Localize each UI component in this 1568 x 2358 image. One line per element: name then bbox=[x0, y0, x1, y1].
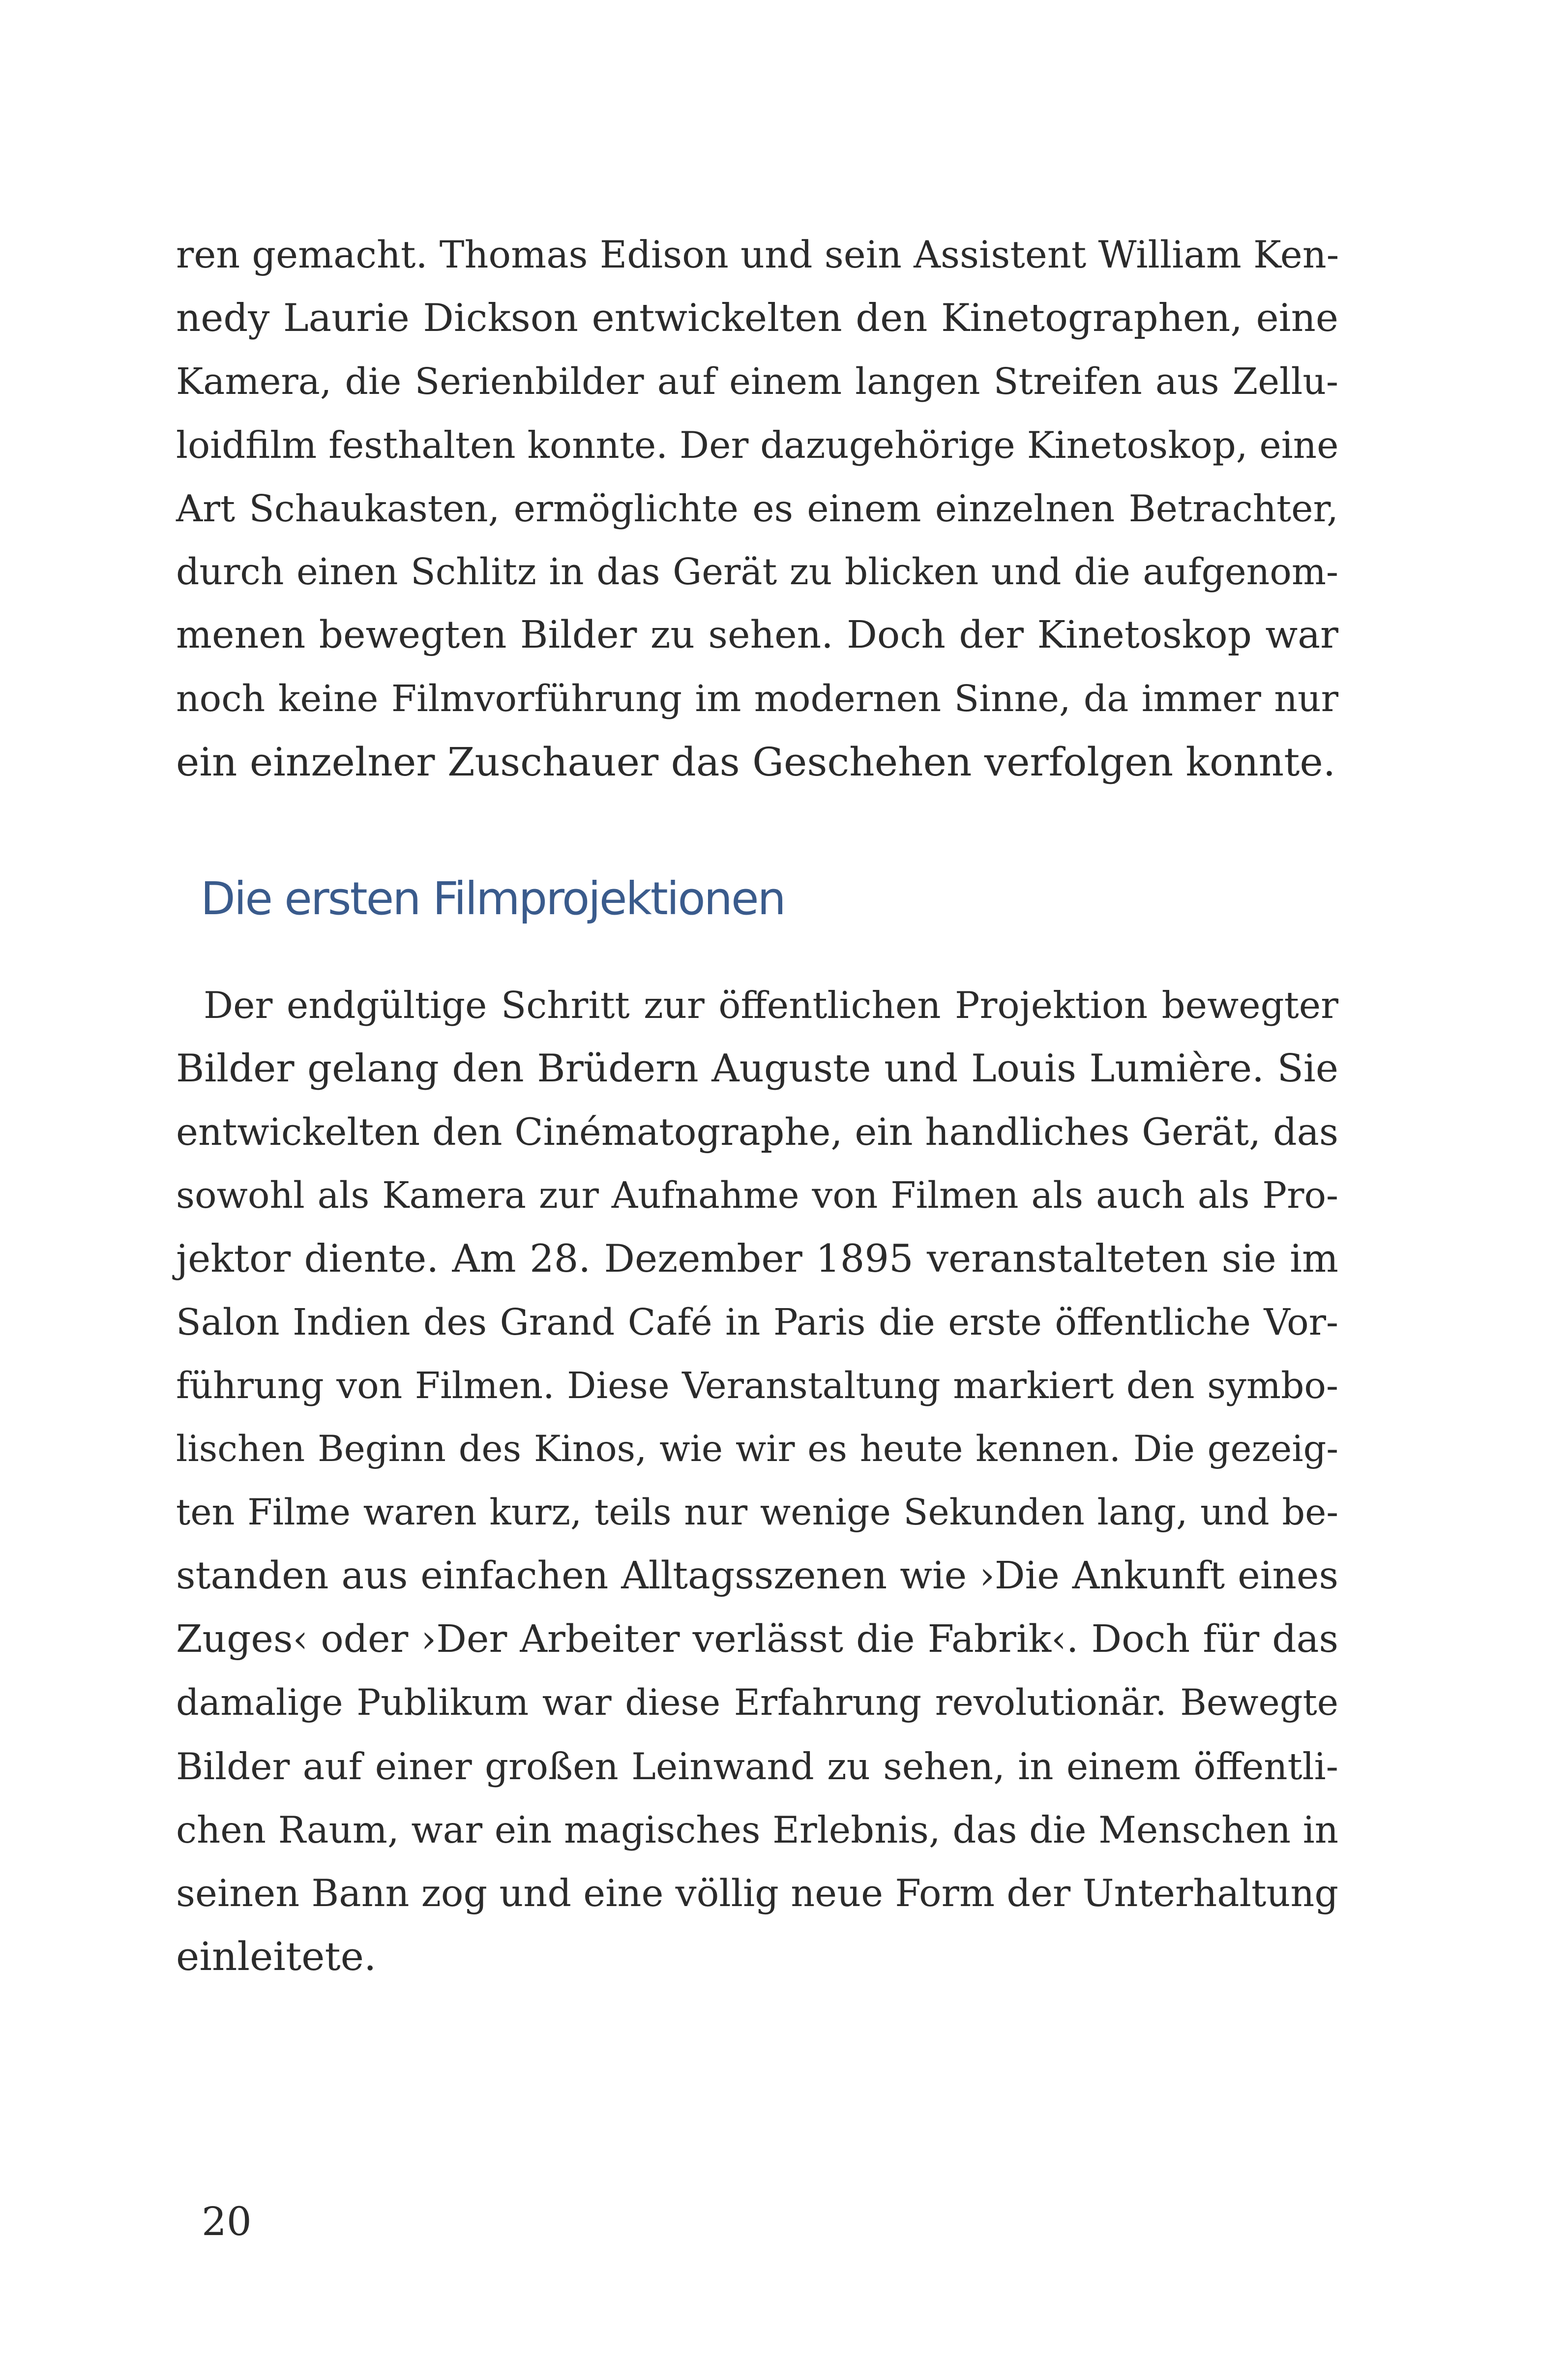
text-line: Salon Indien des Grand Café in Paris die erste öffentliche Vor- bbox=[176, 1301, 1338, 1343]
text-line: damalige Publikum war diese Erfahrung revolutionär. Bewegte bbox=[176, 1682, 1338, 1724]
text-line: seinen Bann zog und eine völlig neue Form der Unterhaltung bbox=[176, 1871, 1338, 1915]
text-line: Bilder gelang den Brüdern Auguste und Louis Lumière. Sie bbox=[176, 1046, 1338, 1091]
text-line: Kamera, die Serienbilder auf einem langen Streifen aus Zellu- bbox=[176, 360, 1338, 403]
text-line: Zuges‹ oder ›Der Arbeiter verlässt die Fabrik‹. Doch für das bbox=[176, 1617, 1338, 1661]
text-line: standen aus einfachen Alltagsszenen wie ›Die Ankunft eines bbox=[176, 1554, 1338, 1598]
section-heading: Die ersten Filmprojektionen bbox=[201, 872, 785, 925]
text-line: menen bewegten Bilder zu sehen. Doch der Kinetoskop war bbox=[176, 613, 1338, 657]
text-line: ren gemacht. Thomas Edison und sein Assistent William Ken- bbox=[176, 233, 1339, 276]
text-line: führung von Filmen. Diese Veranstaltung markiert den symbo- bbox=[176, 1365, 1338, 1407]
text-line: einleitete. bbox=[176, 1934, 377, 1979]
text-line: entwickelten den Cinématographe, ein handliches Gerät, das bbox=[176, 1110, 1338, 1154]
text-line: jektor diente. Am 28. Dezember 1895 veranstalteten sie im bbox=[176, 1237, 1338, 1281]
text-line: nedy Laurie Dickson entwickelten den Kinetographen, eine bbox=[176, 296, 1338, 340]
text-line: sowohl als Kamera zur Aufnahme von Filmen als auch als Pro- bbox=[176, 1174, 1338, 1217]
text-line: Bilder auf einer großen Leinwand zu sehen, in einem öffentli- bbox=[176, 1745, 1338, 1788]
text-line: durch einen Schlitz in das Gerät zu blicken und die aufgenom- bbox=[176, 551, 1338, 593]
text-line: ein einzelner Zuschauer das Geschehen verfolgen konnte. bbox=[176, 739, 1336, 785]
text-line: loidfilm festhalten konnte. Der dazugehörige Kinetoskop, eine bbox=[176, 423, 1339, 467]
page-number: 20 bbox=[202, 2199, 252, 2244]
text-line: lischen Beginn des Kinos, wie wir es heute kennen. Die gezeig- bbox=[176, 1428, 1338, 1470]
text-line: Der endgültige Schritt zur öffentlichen Projektion bewegter bbox=[204, 984, 1338, 1027]
text-line: ten Filme waren kurz, teils nur wenige Sekunden lang, und be- bbox=[176, 1492, 1338, 1533]
text-line: chen Raum, war ein magisches Erlebnis, das die Menschen in bbox=[176, 1808, 1338, 1851]
text-line: noch keine Filmvorführung im modernen Sinne, da immer nur bbox=[176, 678, 1338, 720]
text-line: Art Schaukasten, ermöglichte es einem einzelnen Betrachter, bbox=[176, 487, 1338, 530]
